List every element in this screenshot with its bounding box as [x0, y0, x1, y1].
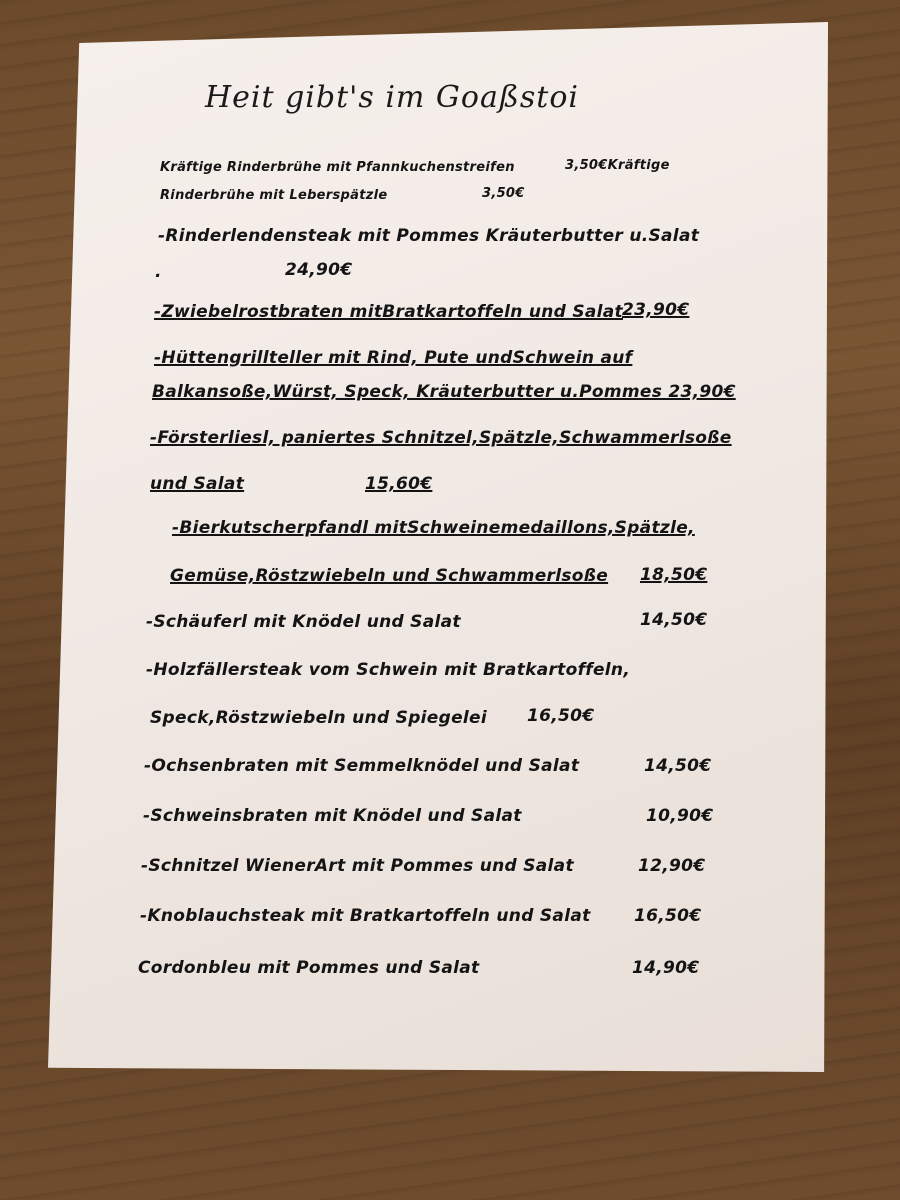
- menu-price: 18,50€: [640, 565, 708, 585]
- menu-line: -Schnitzel WienerArt mit Pommes und Salat: [141, 856, 574, 876]
- menu-line: -Knoblauchsteak mit Bratkartoffeln und Salat: [140, 906, 591, 926]
- menu-line: und Salat: [150, 474, 245, 494]
- menu-line: -Försterliesl, paniertes Schnitzel,Spätzle,Schwammerlsoße: [150, 428, 732, 448]
- menu-price: 14,50€: [644, 756, 712, 776]
- menu-line: Balkansoße,Würst, Speck, Kräuterbutter u.Pommes 23,90€: [152, 382, 736, 402]
- menu-price: 14,90€: [632, 958, 700, 978]
- menu-line: -Hüttengrillteller mit Rind, Pute undSchwein auf: [154, 348, 633, 368]
- menu-line: Kräftige Rinderbrühe mit Pfannkuchenstreifen: [160, 160, 515, 175]
- menu-line: Speck,Röstzwiebeln und Spiegelei: [150, 708, 487, 728]
- menu-title: Heit gibt's im Goaßstoi: [205, 80, 579, 115]
- menu-price: 14,50€: [640, 610, 708, 630]
- menu-line: -Ochsenbraten mit Semmelknödel und Salat: [144, 756, 580, 776]
- menu-line: -Rinderlendensteak mit Pommes Kräuterbutter u.Salat: [158, 226, 700, 246]
- menu-line: .: [155, 262, 162, 282]
- menu-line: Rinderbrühe mit Leberspätzle: [160, 188, 388, 203]
- menu-line: -Schweinsbraten mit Knödel und Salat: [143, 806, 522, 826]
- menu-price: 15,60€: [365, 474, 433, 494]
- menu-line: -Bierkutscherpfandl mitSchweinemedaillons,Spätzle,: [172, 518, 695, 538]
- menu-line: Cordonbleu mit Pommes und Salat: [138, 958, 480, 978]
- menu-price: 16,50€: [634, 906, 702, 926]
- menu-line: -Schäuferl mit Knödel und Salat: [146, 612, 461, 632]
- menu-price: 16,50€: [527, 706, 595, 726]
- menu-line: Gemüse,Röstzwiebeln und Schwammerlsoße: [170, 566, 609, 586]
- menu-price: 3,50€: [482, 186, 525, 201]
- menu-price: 3,50€Kräftige: [565, 158, 670, 173]
- menu-price: 23,90€: [622, 300, 690, 320]
- menu-line: -Holzfällersteak vom Schwein mit Bratkartoffeln,: [146, 660, 631, 680]
- menu-price: 24,90€: [285, 260, 353, 280]
- menu-line: -Zwiebelrostbraten mitBratkartoffeln und Salat: [154, 302, 623, 322]
- menu-price: 12,90€: [638, 856, 706, 876]
- menu-price: 10,90€: [646, 806, 714, 826]
